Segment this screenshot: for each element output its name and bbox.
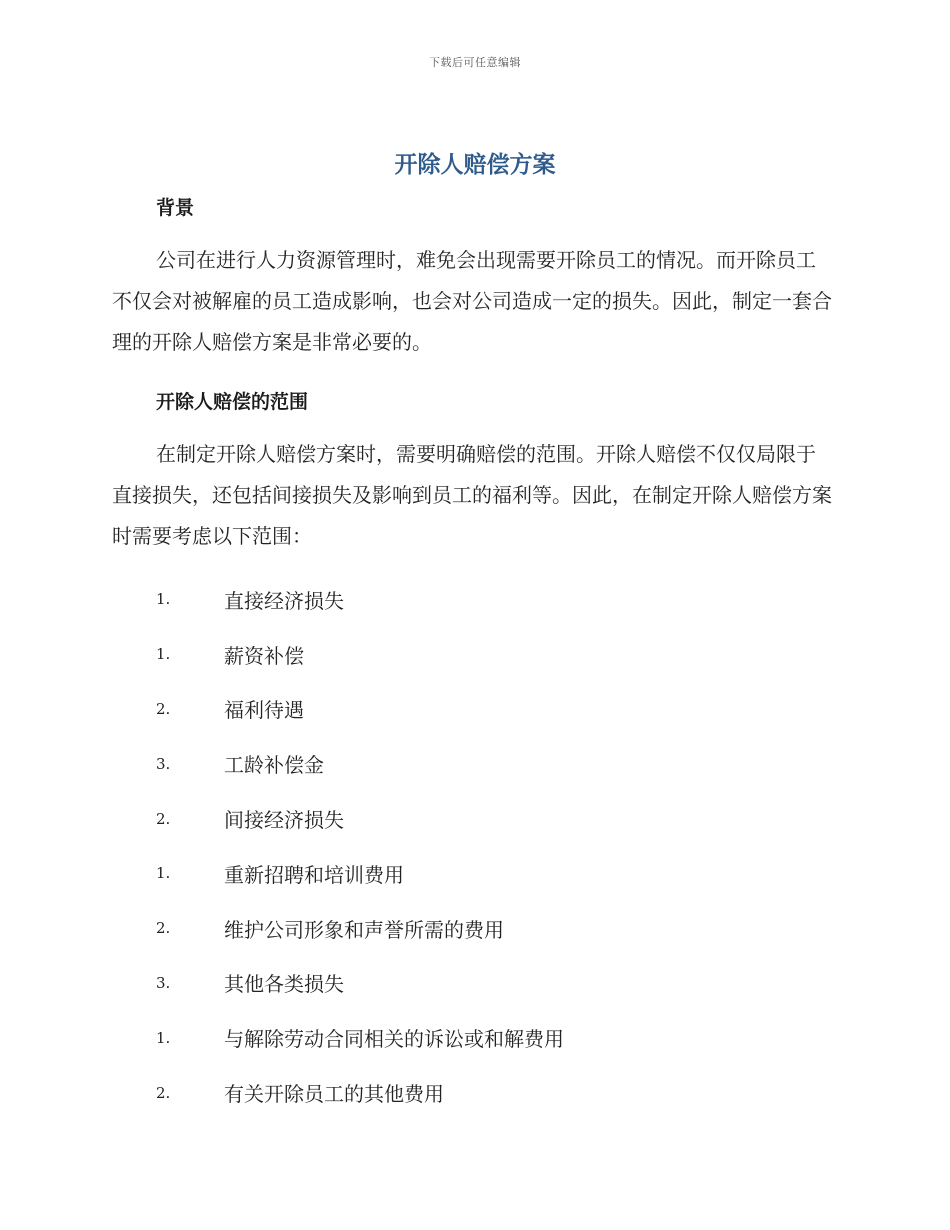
list-number: 2. (156, 919, 171, 938)
document-title: 开除人赔偿方案 (394, 152, 556, 178)
list-text: 直接经济损失 (224, 588, 344, 613)
list-item (156, 1010, 856, 1065)
list-item (156, 682, 856, 737)
section-heading-scope: 开除人赔偿的范围 (156, 391, 309, 413)
list-text: 工龄补偿金 (224, 753, 324, 778)
list-number: 2. (156, 699, 171, 718)
list-number: 1. (156, 590, 171, 609)
list-text: 与解除劳动合同相关的诉讼或和解费用 (224, 1027, 564, 1052)
header-note: 下载后可任意编辑 (429, 56, 521, 69)
list-item (156, 956, 856, 1011)
list-number: 3. (156, 973, 171, 992)
compensation-scope-list (156, 572, 856, 1120)
paragraph-scope: 在制定开除人赔偿方案时，需要明确赔偿的范围。开除人赔偿不仅仅局限于直接损失，还包括间接损失及影响到员工的福利等。因此，在制定开除人赔偿方案时需要考虑以下范围： (112, 442, 832, 548)
list-number: 3. (156, 754, 171, 773)
list-number: 1. (156, 1028, 171, 1047)
list-item (156, 736, 856, 791)
paragraph-background: 公司在进行人力资源管理时，难免会出现需要开除员工的情况。而开除员工不仅会对被解雇的员工造成影响，也会对公司造成一定的损失。因此，制定一套合理的开除人赔偿方案是非常必要的。 (112, 248, 832, 354)
list-text: 其他各类损失 (224, 972, 344, 997)
list-text: 福利待遇 (224, 698, 304, 723)
list-item (156, 572, 856, 627)
list-item (156, 627, 856, 682)
list-item (156, 901, 856, 956)
list-number: 1. (156, 645, 171, 664)
section-heading-background: 背景 (156, 197, 195, 219)
list-text: 重新招聘和培训费用 (224, 862, 404, 887)
list-number: 2. (156, 1083, 171, 1102)
list-text: 薪资补偿 (224, 643, 304, 668)
list-text: 维护公司形象和声誉所需的费用 (224, 917, 504, 942)
list-text: 有关开除员工的其他费用 (224, 1082, 444, 1107)
list-number: 1. (156, 864, 171, 883)
list-item (156, 1065, 856, 1120)
list-item (156, 846, 856, 901)
list-text: 间接经济损失 (224, 808, 344, 833)
list-number: 2. (156, 809, 171, 828)
list-item (156, 791, 856, 846)
